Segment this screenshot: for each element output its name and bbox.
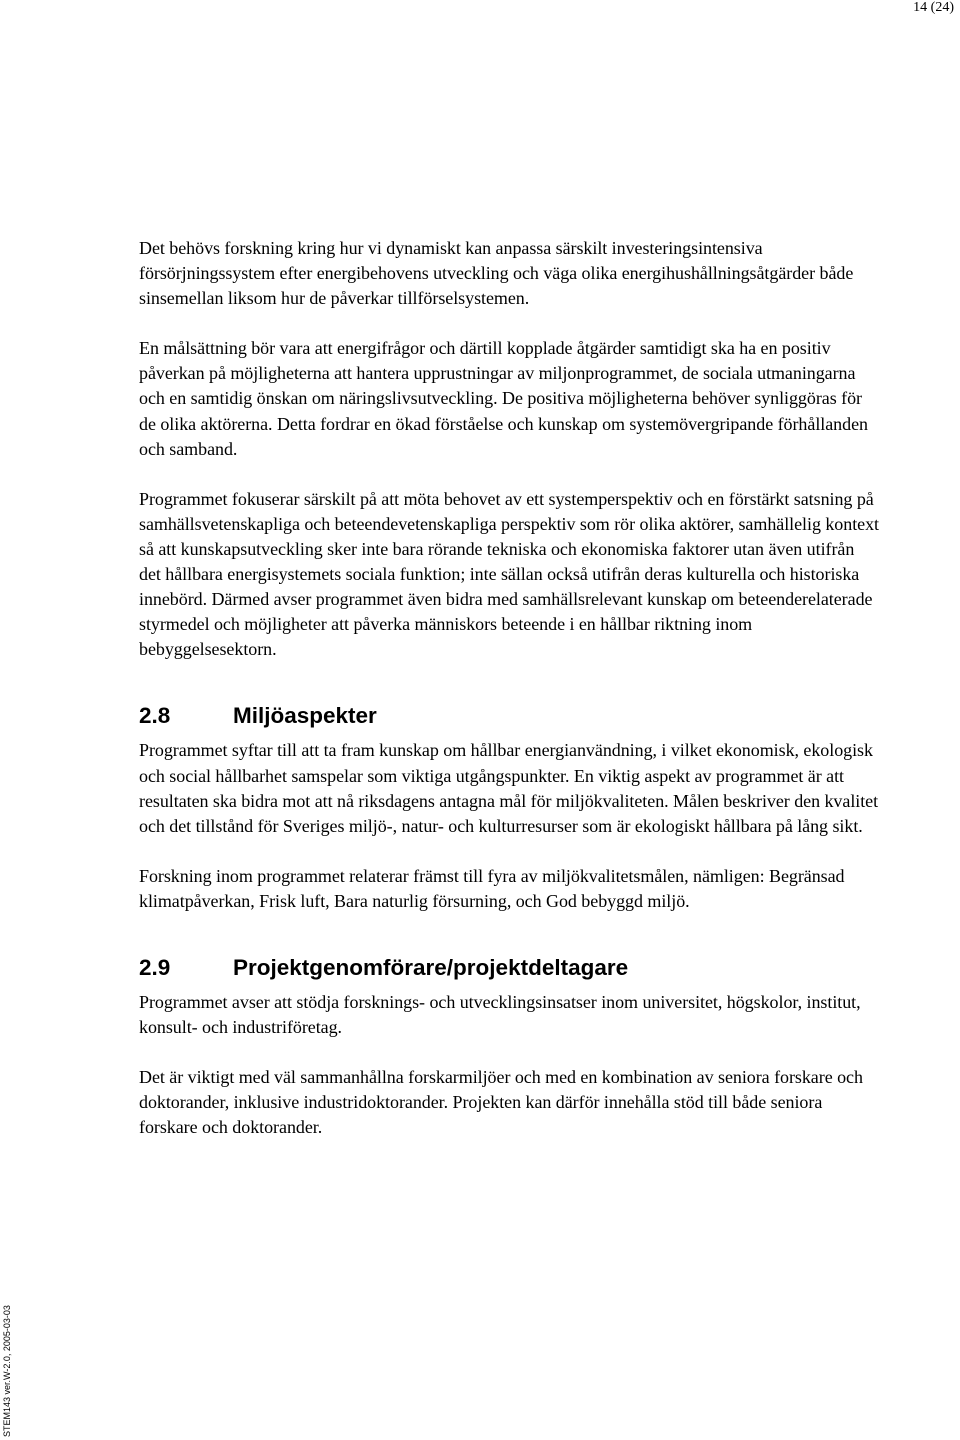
section-number: 2.9 [139,954,171,980]
section-title: Miljöaspekter [233,703,377,729]
section-heading-miljoaspekter [139,702,879,730]
section-title: Projektgenomförare/projektdeltagare [233,954,629,980]
section-number: 2.8 [139,703,171,729]
paragraph-projekt-1: Programmet avser att stödja forsknings- och utvecklingsinsatser inom universitet, högskolor, institut, konsult- och industriföretag. [139,991,861,1038]
document-version-stamp: STEM143 ver.W-2.0, 2005-03-03 [2,1305,12,1437]
paragraph-research-need: Det behövs forskning kring hur vi dynamiskt kan anpassa särskilt investeringsintensiva försörjningssystem efter energibehovens utveckling och väga olika energihushållningsåtgärder både sinsemellan liksom hur de påverkar tillförselsystemen. [139,238,854,309]
paragraph-goal: En målsättning bör vara att energifrågor och därtill kopplade åtgärder samtidigt ska ha en positiv påverkan på möjligheterna att hantera upprustningar av miljonprogrammet, de sociala utmaningarna och en samtidig önskan om näringslivsutveckling. De positiva möjligheterna behöver synliggöras för de olika aktörerna. Detta fordrar en ökad förståelse och kunskap om systemövergripande förhållanden och samband. [139,338,868,459]
paragraph-program-focus: Programmet fokuserar särskilt på att möta behovet av ett systemperspektiv och en förstärkt satsning på samhällsvetenskapliga och beteendevetenskapliga perspektiv som rör olika aktörer, samhällelig kontext så att kunskapsutveckling sker inte bara rörande tekniska och ekonomiska faktorer utan även utifrån det hållbara energisystemets sociala funktion; inte sällan också utifrån deras kulturella och historiska innebörd. Därmed avser programmet även bidra med samhällsrelevant kunskap om beteenderelaterade styrmedel och möjligheter att påverka människors beteende i en hållbar riktning inom bebyggelsesektorn. [139,488,880,660]
document-body [139,236,879,1140]
section-heading-projektgenomforare [139,954,879,982]
page-number: 14 (24) [913,0,954,15]
paragraph-projekt-2: Det är viktigt med väl sammanhållna forskarmiljöer och med en kombination av seniora forskare och doktorander, inklusive industridoktorander. Projekten kan därför innehålla stöd till både seniora forskare och doktorander. [139,1067,863,1138]
paragraph-miljo-2: Forskning inom programmet relaterar främst till fyra av miljökvalitetsmålen, nämligen: Begränsad klimatpåverkan, Frisk luft, Bara naturlig försurning, och God bebyggd miljö. [139,865,845,911]
paragraph-miljo-1: Programmet syftar till att ta fram kunskap om hållbar energianvändning, i vilket ekonomisk, ekologisk och social hållbarhet samspelar som viktiga utgångspunkter. En viktig aspekt av programmet är att resultaten ska bidra mot att nå riksdagens antagna mål för miljökvaliteten. Målen beskriver den kvalitet och det tillstånd för Sveriges miljö-, natur- och kulturresurser som är ekologiskt hållbara på lång sikt. [139,740,879,836]
